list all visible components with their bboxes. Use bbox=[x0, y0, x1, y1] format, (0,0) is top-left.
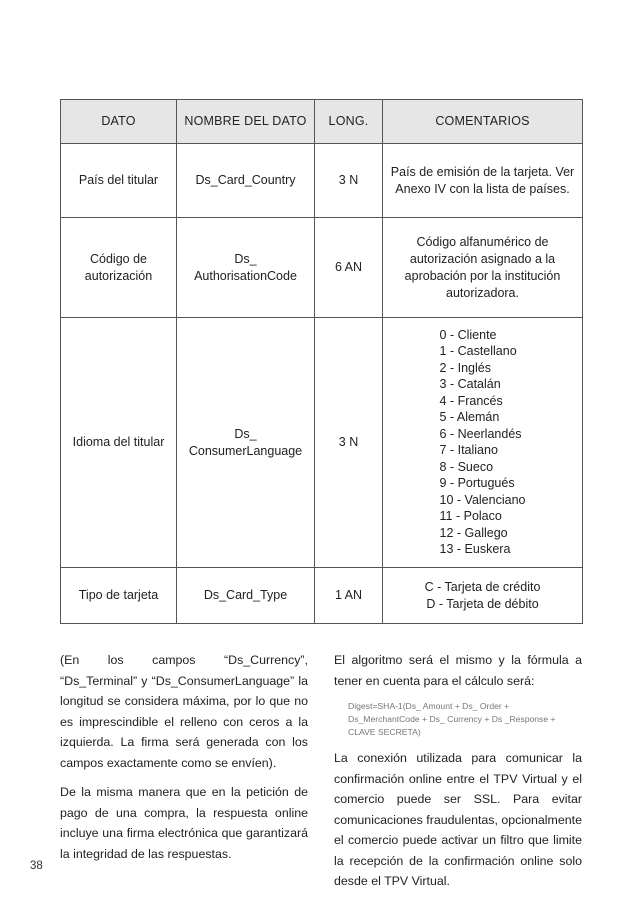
cell-comentario: País de emisión de la tarjeta. Ver Anexo IV con la lista de países. bbox=[383, 144, 583, 218]
cell-dato: Tipo de tarjeta bbox=[61, 568, 177, 624]
cell-long: 6 AN bbox=[315, 218, 383, 318]
cell-comentario: Código alfanumérico de autorización asignado a la aprobación por la institución autorizadora. bbox=[383, 218, 583, 318]
header-nombre: NOMBRE DEL DATO bbox=[177, 100, 315, 144]
list-item: 3 - Catalán bbox=[439, 377, 501, 392]
cell-dato: Código de autorización bbox=[61, 218, 177, 318]
cell-nombre: Ds_Card_Country bbox=[177, 144, 315, 218]
list-item: D - Tarjeta de débito bbox=[426, 596, 539, 611]
list-item: 10 - Valenciano bbox=[439, 492, 526, 507]
right-text-column bbox=[334, 650, 582, 901]
list-item: 7 - Italiano bbox=[439, 443, 498, 458]
table-row bbox=[61, 218, 583, 318]
cell-nombre: Ds_ AuthorisationCode bbox=[177, 218, 315, 318]
data-fields-table bbox=[60, 99, 583, 624]
list-item: 4 - Francés bbox=[439, 393, 503, 408]
list-item: 13 - Euskera bbox=[439, 542, 511, 557]
header-comentarios: COMENTARIOS bbox=[383, 100, 583, 144]
cell-card-type-list bbox=[383, 568, 583, 624]
list-item: 1 - Castellano bbox=[439, 344, 517, 359]
cell-long: 3 N bbox=[315, 318, 383, 568]
list-item: 9 - Portugués bbox=[439, 476, 515, 491]
list-item: 5 - Alemán bbox=[439, 410, 500, 425]
paragraph: De la misma manera que en la petición de pago de una compra, la respuesta online incluye una firma electrónica que garantizará la integridad de las respuestas. bbox=[60, 785, 308, 861]
list-item: 2 - Inglés bbox=[439, 360, 491, 375]
language-list bbox=[440, 327, 526, 558]
cell-nombre: Ds_ ConsumerLanguage bbox=[177, 318, 315, 568]
header-dato: DATO bbox=[61, 100, 177, 144]
paragraph: La conexión utilizada para comunicar la confirmación online entre el TPV Virtual y el comercio puede ser SSL. Para evitar comunicaciones fraudulentas, opcionalmente el comercio puede activar un filtro que limite la recepción de la confirmación online solo desde el TPV Virtual. bbox=[334, 751, 582, 888]
cell-long: 3 N bbox=[315, 144, 383, 218]
cell-nombre: Ds_Card_Type bbox=[177, 568, 315, 624]
list-item: 8 - Sueco bbox=[439, 459, 494, 474]
list-item: C - Tarjeta de crédito bbox=[424, 579, 541, 594]
table-header-row bbox=[61, 100, 583, 144]
page-number: 38 bbox=[30, 860, 43, 872]
table-row bbox=[61, 144, 583, 218]
left-text-column bbox=[60, 650, 308, 873]
paragraph: (En los campos “Ds_Currency”, “Ds_Terminal” y “Ds_ConsumerLanguage” la longitud se considera máxima, por lo que no es imprescindible el relleno con ceros a la izquierda. La firma será generada con los campos exactamente como se envíen). bbox=[60, 653, 308, 770]
table-row bbox=[61, 318, 583, 568]
list-item: 11 - Polaco bbox=[439, 509, 502, 524]
cell-language-list bbox=[383, 318, 583, 568]
cell-dato: País del titular bbox=[61, 144, 177, 218]
paragraph: El algoritmo será el mismo y la fórmula a tener en cuenta para el cálculo será: bbox=[334, 653, 582, 688]
list-item: 6 - Neerlandés bbox=[439, 426, 522, 441]
cell-dato: Idioma del titular bbox=[61, 318, 177, 568]
table-row bbox=[61, 568, 583, 624]
header-long: LONG. bbox=[315, 100, 383, 144]
list-item: 0 - Cliente bbox=[439, 327, 497, 342]
signature-formula: Digest=SHA-1(Ds_ Amount + Ds_ Order + Ds_MerchantCode + Ds_ Currency + Ds _Response + CLAVE SECRETA) bbox=[348, 701, 556, 737]
list-item: 12 - Gallego bbox=[439, 525, 508, 540]
cell-long: 1 AN bbox=[315, 568, 383, 624]
